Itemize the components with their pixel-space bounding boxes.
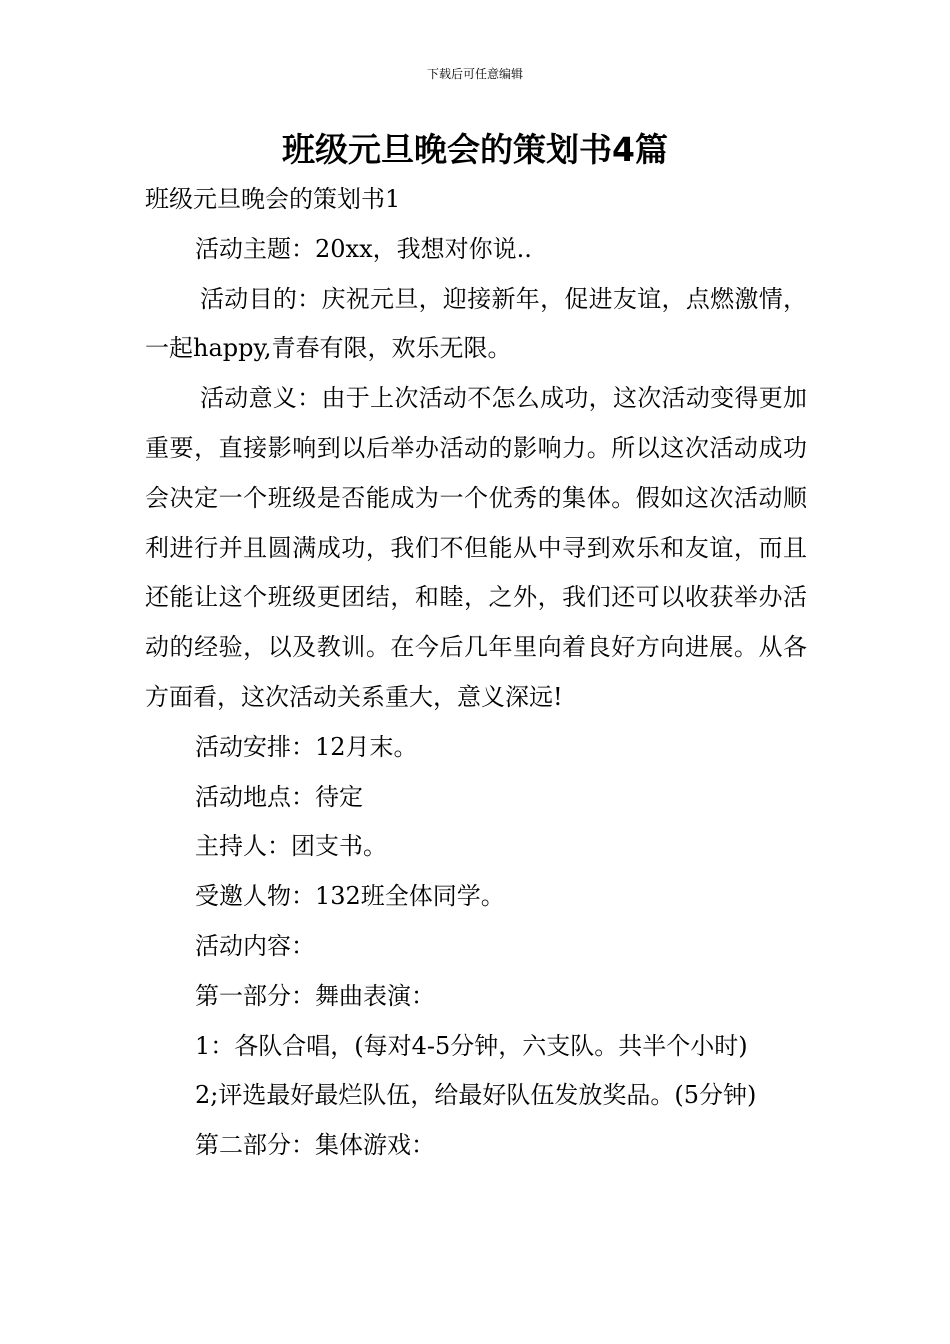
- paragraph-item-one: 1：各队合唱，(每对4-5分钟，六支队。共半个小时): [195, 1031, 748, 1060]
- paragraph-theme: 活动主题：20xx，我想对你说..: [195, 234, 532, 263]
- paragraph-purpose: 活动目的：庆祝元旦，迎接新年，促进友谊，点燃激情，一起happy,青春有限，欢乐无限。: [145, 284, 807, 363]
- paragraph-significance: 活动意义：由于上次活动不怎么成功，这次活动变得更加重要，直接影响到以后举办活动的影响力。所以这次活动成功会决定一个班级是否能成为一个优秀的集体。假如这次活动顺利进行并且圆满成功，我们不但能从中寻到欢乐和友谊，而且还能让这个班级更团结，和睦，之外，我们还可以收获举办活动的经验，以及教训。在今后几年里向着良好方向进展。从各方面看，这次活动关系重大，意义深远!: [145, 384, 807, 711]
- document-subtitle: 班级元旦晚会的策划书1: [145, 185, 401, 213]
- page-header-note: 下载后可任意编辑: [426, 67, 523, 81]
- document-body: [145, 175, 807, 1171]
- paragraph-location: 活动地点：待定: [195, 782, 363, 811]
- document-title: 班级元旦晚会的策划书4篇: [282, 130, 668, 169]
- paragraph-part-two: 第二部分：集体游戏：: [195, 1131, 435, 1160]
- paragraph-content: 活动内容：: [195, 931, 315, 960]
- paragraph-item-two: 2;评选最好最烂队伍，给最好队伍发放奖品。(5分钟): [195, 1081, 757, 1110]
- paragraph-host: 主持人：团支书。: [195, 832, 387, 861]
- paragraph-guests: 受邀人物：132班全体同学。: [195, 882, 505, 911]
- paragraph-part-one: 第一部分：舞曲表演：: [195, 981, 435, 1010]
- paragraph-schedule: 活动安排：12月末。: [195, 732, 418, 761]
